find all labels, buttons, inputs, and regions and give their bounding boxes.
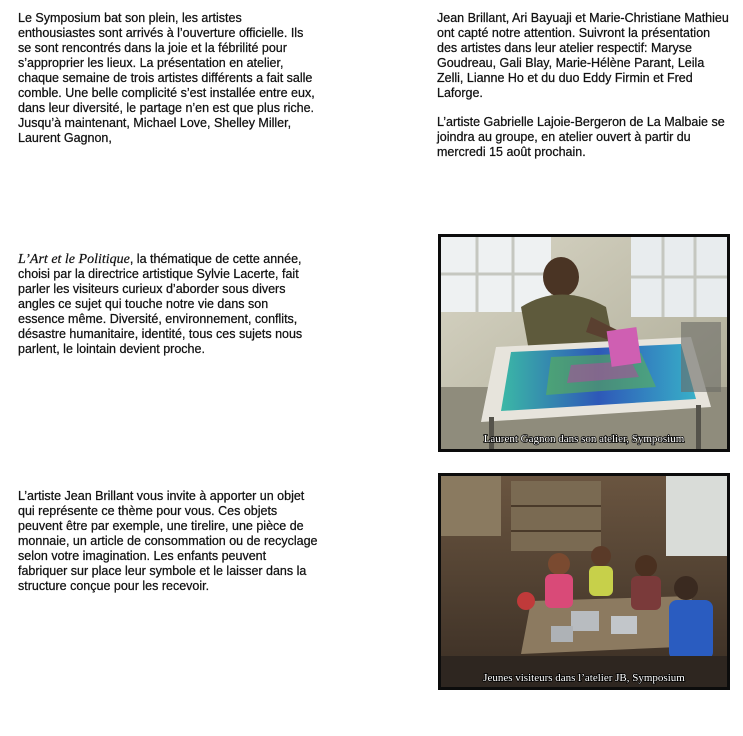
theme-title: L’Art et le Politique [18,252,130,267]
photo-young-visitors-image [441,476,727,687]
right-paragraph-artists-text: Jean Brillant, Ari Bayuaji et Marie-Christiane Mathieu ont capté notre attention. Suivront la présentation des artistes dans leur atelier respectif: Maryse Goudreau, Gali Blay, Marie-Hélène Parant, Leila Zelli, Lianne Ho et du duo Eddy Firmin et Fred Laforge. [437,11,729,100]
photo-artist-studio [438,234,730,452]
right-paragraph-artists [437,11,729,101]
left-paragraph-invitation-text: L’artiste Jean Brillant vous invite à apporter un objet qui représente ce thème pour vous. Ces objets peuvent être par exemple, une tirelire, une pièce de monnaie, un article de consommation ou de recyclage selon votre imagination. Les enfants peuvent fabriquer sur place leur symbole et le laisser dans la structure conçue pour les recevoir. [18,489,318,593]
photo-young-visitors [438,473,730,690]
left-paragraph-intro [18,11,318,146]
left-paragraph-theme-text [18,252,318,357]
left-paragraph-invitation [18,489,318,594]
right-paragraph-guest-artist-text: L’artiste Gabrielle Lajoie-Bergeron de La Malbaie se joindra au groupe, en atelier ouvert à partir du mercredi 15 août prochain. [437,115,725,159]
left-paragraph-intro-text: Le Symposium bat son plein, les artistes enthousiastes sont arrivés à l’ouverture officielle. Ils se sont rencontrés dans la joie et la fébrilité pour s’approprier les lieux. La présentation en atelier, chaque semaine de trois artistes différents a fait salle comble. Une belle complicité s’est installée entre eux, dans leur diversité, le partage n’en est que plus riche. Jusqu’à maintenant, Michael Love, Shelley Miller, Laurent Gagnon, [18,11,315,145]
theme-description: , la thématique de cette année, choisi par la directrice artistique Sylvie Lacerte, fait parler les visiteurs curieux d’aborder sous divers angles ce sujet qui touche notre vie dans son essence même. Diversité, environnement, conflits, désastre humanitaire, identité, tous ces sujets nous parlent, le lointain devient proche. [18,252,303,356]
photo-artist-studio-caption: Laurent Gagnon dans son atelier, Symposium [483,433,685,445]
left-paragraph-theme [18,252,318,357]
right-paragraph-guest-artist [437,115,729,160]
photo-artist-studio-image [441,237,727,449]
photo-young-visitors-caption: Jeunes visiteurs dans l’atelier JB, Symposium [483,672,685,684]
